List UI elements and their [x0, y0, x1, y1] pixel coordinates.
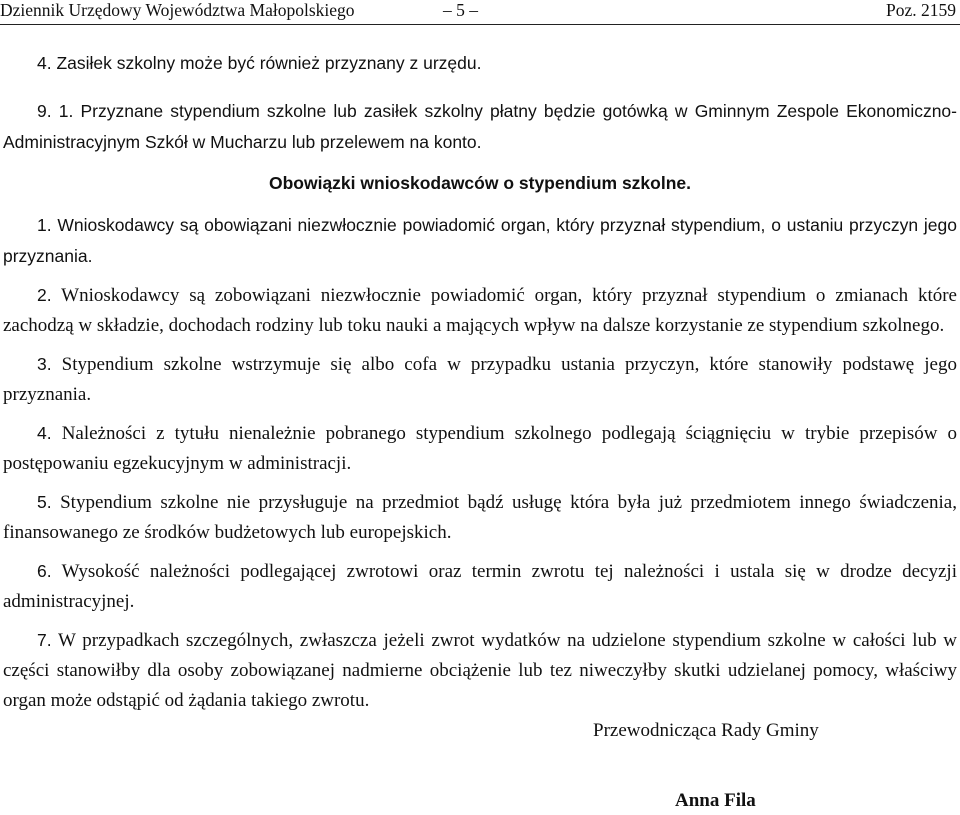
duty-item-number: 6.	[37, 561, 52, 581]
position-number: Poz. 2159	[886, 0, 956, 20]
duty-item-5	[3, 487, 957, 548]
duty-item-number: 3.	[37, 354, 52, 374]
duty-item-number: 7.	[37, 630, 52, 650]
duty-item-3	[3, 349, 957, 410]
duty-item-text: Stypendium szkolne nie przysługuje na przedmiot bądź usługę która była już przedmiotem innego świadczenia, finansowanego ze środków budżetowych lub europejskich.	[3, 492, 957, 543]
duty-item-number: 4.	[37, 423, 52, 443]
paragraph-4: 4. Zasiłek szkolny może być również przyznany z urzędu.	[37, 53, 482, 73]
page-number: – 5 –	[443, 0, 478, 20]
duty-item-text: Stypendium szkolne wstrzymuje się albo cofa w przypadku ustania przyczyn, które stanowiły podstawę jego przyznania.	[3, 354, 957, 405]
duty-item-number: 2.	[37, 285, 52, 305]
duty-item-number: 1.	[37, 215, 52, 235]
paragraph-9-text: 9. 1. Przyznane stypendium szkolne lub zasiłek szkolny płatny będzie gotówką w Gminnym Zespole Ekonomiczno-Administracyjnym Szkół w Mucharzu lub przelewem na konto.	[3, 101, 957, 152]
page-header	[0, 0, 960, 25]
duty-item-6	[3, 556, 957, 617]
paragraph-9	[3, 96, 957, 158]
duty-item-4	[3, 418, 957, 479]
duty-item-text: W przypadkach szczególnych, zwłaszcza jeżeli zwrot wydatków na udzielone stypendium szkolne w całości lub w części stanowiłby dla osoby zobowiązanej nadmierne obciążenie lub tez niweczyłby skutki udzielanej pomocy, właściwy organ może odstąpić od żądania takiego zwrotu.	[3, 630, 957, 711]
duty-item-2	[3, 280, 957, 341]
duty-item-text: Należności z tytułu nienależnie pobranego stypendium szkolnego podlegają ściągnięciu w trybie przepisów o postępowaniu egzekucyjnym w administracji.	[3, 423, 957, 474]
duty-item-text: Wysokość należności podlegającej zwrotowi oraz termin zwrotu tej należności i ustala się w drodze decyzji administracyjnej.	[3, 561, 957, 612]
document-body	[3, 48, 957, 716]
duty-item-number: 5.	[37, 492, 52, 512]
duty-item-text: Wnioskodawcy są obowiązani niezwłocznie powiadomić organ, który przyznał stypendium, o ustaniu przyczyn jego przyznania.	[3, 215, 957, 266]
duty-item-1	[3, 210, 957, 272]
journal-title: Dziennik Urzędowy Województwa Małopolskiego	[0, 0, 355, 20]
signature-block	[593, 716, 893, 811]
duty-item-7	[3, 625, 957, 716]
section-title: Obowiązki wnioskodawców o stypendium szkolne.	[268, 173, 692, 193]
signatory-name: Anna Fila	[675, 790, 756, 811]
signatory-role: Przewodnicząca Rady Gminy	[593, 720, 819, 741]
duty-item-text: Wnioskodawcy są zobowiązani niezwłocznie powiadomić organ, który przyznał stypendium o zmianach które zachodzą w składzie, dochodach rodziny lub toku nauki a mających wpływ na dalsze korzystanie ze stypendium szkolnego.	[3, 285, 957, 336]
